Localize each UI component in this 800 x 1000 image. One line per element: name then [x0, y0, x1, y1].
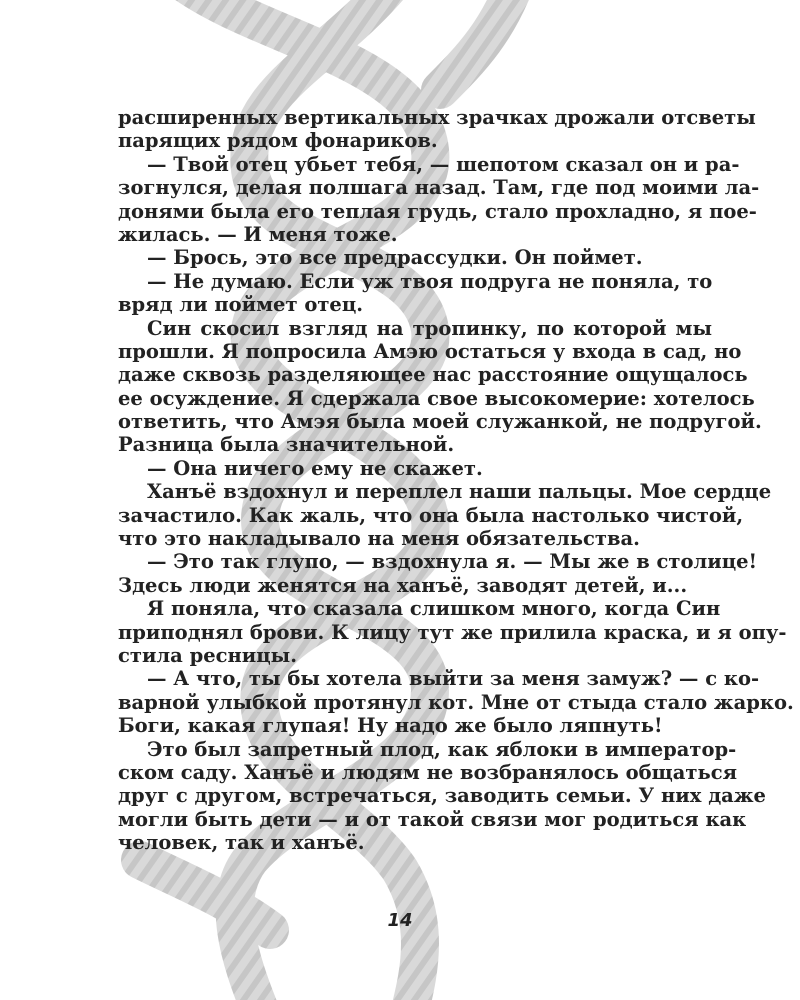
text-line-content: прошли. Я попросила Амэю остаться у входа в сад, но: [118, 339, 742, 363]
text-line-content: зачастило. Как жаль, что она была настолько чистой,: [118, 503, 744, 527]
text-line-content: что это накладывало на меня обязательства.: [118, 527, 640, 551]
text-line: [118, 714, 712, 737]
text-line-content: Это был запретный плод, как яблоки в император-: [147, 737, 737, 761]
text-line-content: ее осуждение. Я сдержала свое высокомерие: хотелось: [118, 386, 755, 410]
page-number: 14: [387, 910, 413, 931]
text-line-content: Боги, какая глупая! Ну надо же было ляпнуть!: [118, 714, 663, 738]
text-line-content: — Не думаю. Если уж твоя подруга не поняла, то: [147, 269, 713, 293]
text-line: [118, 246, 712, 269]
text-line: [118, 784, 766, 808]
text-line-content: ответить, что Амэя была моей служанкой, не подругой.: [118, 410, 762, 434]
text-line-content: Разница была значительной.: [118, 433, 455, 457]
text-line-content: вряд ли поймет отец.: [118, 293, 364, 317]
text-line: [118, 199, 757, 223]
text-line: [118, 690, 794, 714]
text-line-content: друг с другом, встречаться, заводить семьи. У них даже: [118, 784, 766, 808]
text-line: [118, 550, 758, 574]
text-line-content: Я поняла, что сказала слишком много, когда Син: [147, 597, 721, 621]
text-line: [118, 270, 712, 293]
text-line: [118, 831, 712, 854]
text-line-content: варной улыбкой протянул кот. Мне от стыда стало жарко.: [118, 690, 794, 714]
text-line-content: донями была его теплая грудь, стало прохладно, я пое-: [118, 199, 757, 223]
text-line-content: — Твой отец убьет тебя, — шепотом сказал он и ра-: [147, 152, 740, 176]
text-line-content: жилась. — И меня тоже.: [118, 222, 398, 246]
text-line: [118, 106, 756, 129]
text-line-content: — Брось, это все предрассудки. Он поймет.: [147, 246, 643, 270]
text-line-content: Ханъё вздохнул и переплел наши пальцы. Мое сердце: [147, 480, 772, 504]
text-line-content: Син скосил взгляд на тропинку, по которой мы: [147, 316, 712, 340]
text-line: [118, 644, 712, 667]
text-line-content: парящих рядом фонариков.: [118, 129, 438, 153]
text-line: [118, 317, 712, 340]
text-line: [118, 807, 747, 831]
text-line-content: могли быть дети — и от такой связи мог родиться как: [118, 807, 747, 831]
text-line: [118, 386, 755, 410]
text-line: [118, 597, 721, 621]
text-line-content: стила ресницы.: [118, 643, 297, 667]
text-line: [118, 410, 762, 434]
text-line: [118, 480, 772, 504]
text-line: [118, 293, 712, 316]
text-line: [118, 339, 742, 363]
text-line: [118, 176, 760, 200]
text-line: [118, 363, 748, 387]
text-line-content: — А что, ты бы хотела выйти за меня замуж? — с ко-: [147, 667, 760, 691]
text-line: [118, 574, 712, 597]
text-line-content: зогнулся, делая полшага назад. Там, где под моими ла-: [118, 176, 760, 200]
text-line-content: — Это так глупо, — вздохнула я. — Мы же в столице!: [147, 550, 758, 574]
text-line: [118, 433, 712, 456]
text-line: [118, 667, 760, 691]
text-line-content: Здесь люди женятся на ханъё, заводят детей, и...: [118, 573, 688, 597]
text-line: [118, 760, 737, 784]
text-line: [118, 620, 787, 644]
text-line: [118, 737, 737, 761]
text-line: [118, 457, 712, 480]
text-line-content: — Она ничего ему не скажет.: [147, 456, 483, 480]
text-line: [118, 223, 712, 246]
text-line-content: приподнял брови. К лицу тут же прилила краска, и я опу-: [118, 620, 787, 644]
text-line: [118, 503, 744, 527]
text-line: [118, 129, 712, 152]
text-line-content: человек, так и ханъё.: [118, 831, 365, 855]
text-line: [118, 152, 740, 176]
text-line-content: даже сквозь разделяющее нас расстояние ощущалось: [118, 363, 748, 387]
text-line: [118, 527, 712, 550]
body-text: [118, 106, 794, 855]
text-line-content: расширенных вертикальных зрачках дрожали отсветы: [118, 106, 756, 129]
text-line-content: ском саду. Ханъё и людям не возбранялось общаться: [118, 760, 737, 784]
